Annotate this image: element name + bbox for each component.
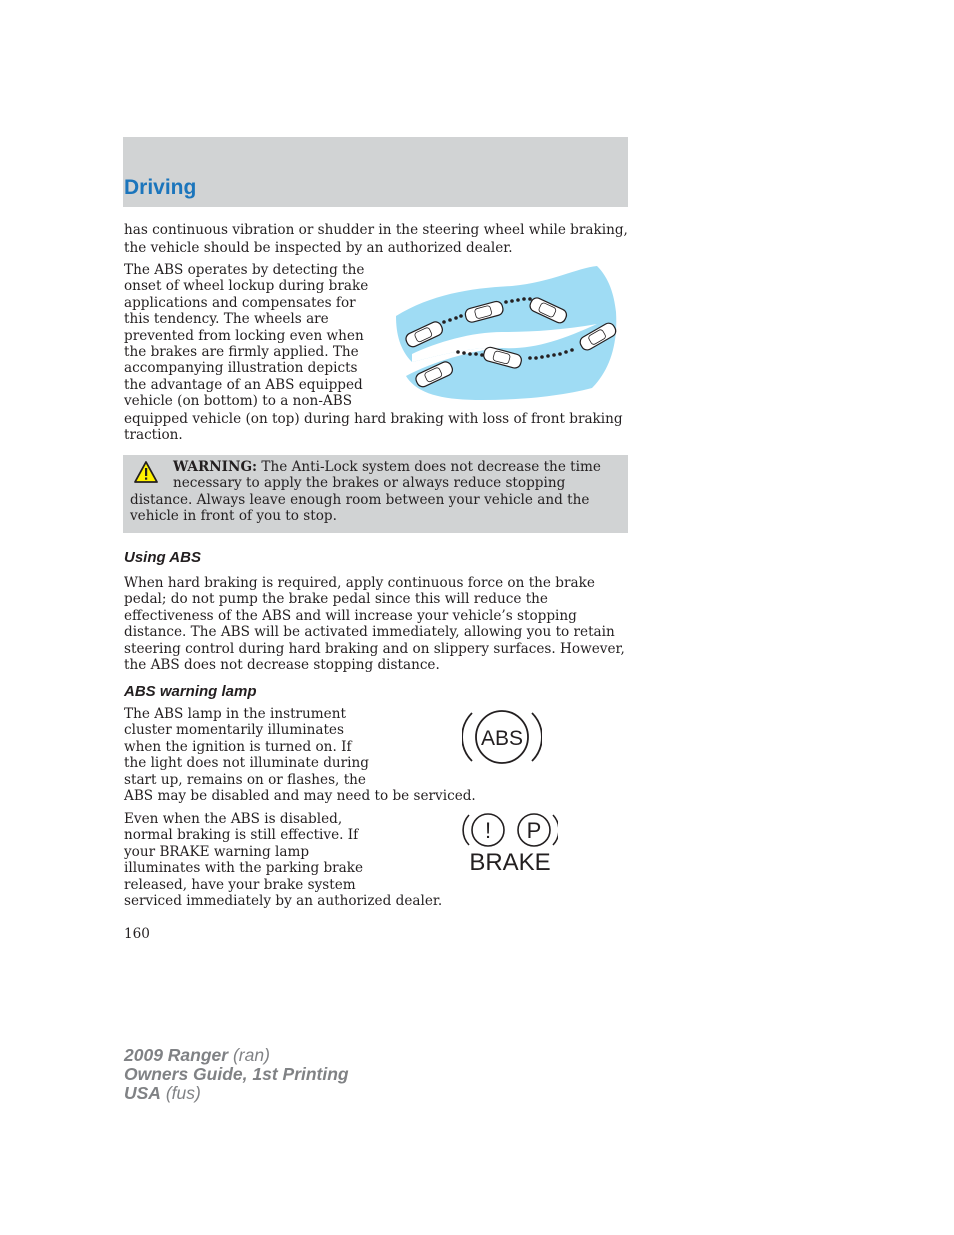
text-line: illuminates with the parking brake (124, 860, 364, 877)
text-line: vehicle (on bottom) to a non-ABS (124, 393, 353, 410)
text-line: released, have your brake system (124, 876, 356, 893)
abs-paragraph-continued (124, 411, 623, 444)
text-line: ABS may be disabled and may need to be serviced. (124, 788, 476, 805)
warning-first-line (130, 459, 620, 475)
text-line: distance. The ABS will be activated immediately, allowing you to retain (124, 624, 615, 641)
text-line: vehicle in front of you to stop. (130, 508, 337, 525)
footer-line (124, 1084, 349, 1103)
footer-edition: Owners Guide, 1st Printing (124, 1064, 349, 1084)
text-line: accompanying illustration depicts (124, 360, 358, 377)
exclamation-icon: ! (484, 818, 492, 843)
brake-lamp-paragraph (124, 811, 442, 909)
footer-market: USA (124, 1083, 161, 1103)
text-line: applications and compensates for (124, 294, 356, 311)
text-line: steering control during hard braking and on slippery surfaces. However, (124, 640, 625, 657)
text-line: this tendency. The wheels are (124, 311, 329, 328)
document-footer (124, 1046, 349, 1103)
text-line: effectiveness of the ABS and will increase your vehicle’s stopping (124, 607, 577, 624)
abs-lamp-heading: ABS warning lamp (124, 683, 257, 700)
text-line: distance. Always leave enough room between your vehicle and the (130, 491, 590, 508)
text-line: The Anti-Lock system does not decrease the time (257, 459, 601, 475)
text-line: When hard braking is required, apply continuous force on the brake (124, 575, 595, 591)
abs-warning-lamp-icon (462, 705, 542, 769)
section-title: Driving (124, 176, 197, 199)
footer-market-code: (fus) (160, 1083, 201, 1103)
text-line: traction. (124, 427, 183, 444)
text-line: equipped vehicle (on top) during hard braking with loss of front braking (124, 411, 623, 427)
footer-line (124, 1046, 349, 1065)
text-line: normal braking is still effective. If (124, 827, 359, 844)
parking-p-icon: P (526, 818, 542, 843)
warning-text (130, 459, 620, 525)
text-line: necessary to apply the brakes or always reduce stopping (173, 475, 566, 492)
text-line: pedal; do not pump the brake pedal since this will reduce the (124, 591, 548, 608)
using-abs-heading: Using ABS (124, 549, 201, 566)
text-line: The ABS lamp in the instrument (124, 706, 346, 722)
text-line: the brakes are firmly applied. The (124, 344, 359, 361)
brake-warning-lamp-icon (462, 810, 558, 876)
brake-icon-label: BRAKE (469, 849, 551, 876)
text-line: the vehicle should be inspected by an authorized dealer. (124, 240, 513, 257)
abs-lamp-paragraph (124, 706, 476, 804)
footer-model-code: (ran) (228, 1045, 270, 1065)
text-line: your BRAKE warning lamp (124, 843, 310, 860)
abs-braking-illustration (392, 264, 622, 402)
footer-model: 2009 Ranger (124, 1045, 229, 1065)
warning-label: WARNING: (173, 459, 258, 475)
text-line: onset of wheel lockup during brake (124, 278, 369, 295)
text-line: when the ignition is turned on. If (124, 738, 352, 755)
text-line: the ABS does not decrease stopping distance. (124, 657, 440, 674)
text-line: the advantage of an ABS equipped (124, 376, 363, 393)
section-header-bar (123, 137, 628, 207)
text-line: has continuous vibration or shudder in the steering wheel while braking, (124, 222, 628, 238)
abs-icon-label: ABS (480, 727, 524, 750)
text-line: cluster momentarily illuminates (124, 722, 344, 739)
page-number: 160 (124, 926, 150, 942)
text-line: prevented from locking even when (124, 327, 364, 344)
footer-line (124, 1065, 349, 1084)
abs-paragraph (124, 262, 374, 410)
text-line: Even when the ABS is disabled, (124, 811, 343, 827)
text-line: serviced immediately by an authorized dealer. (124, 893, 443, 910)
text-line: the light does not illuminate during (124, 755, 369, 772)
text-line: The ABS operates by detecting the (124, 262, 365, 278)
intro-paragraph (124, 222, 628, 257)
using-abs-paragraph (124, 575, 625, 673)
text-line: start up, remains on or flashes, the (124, 771, 366, 788)
